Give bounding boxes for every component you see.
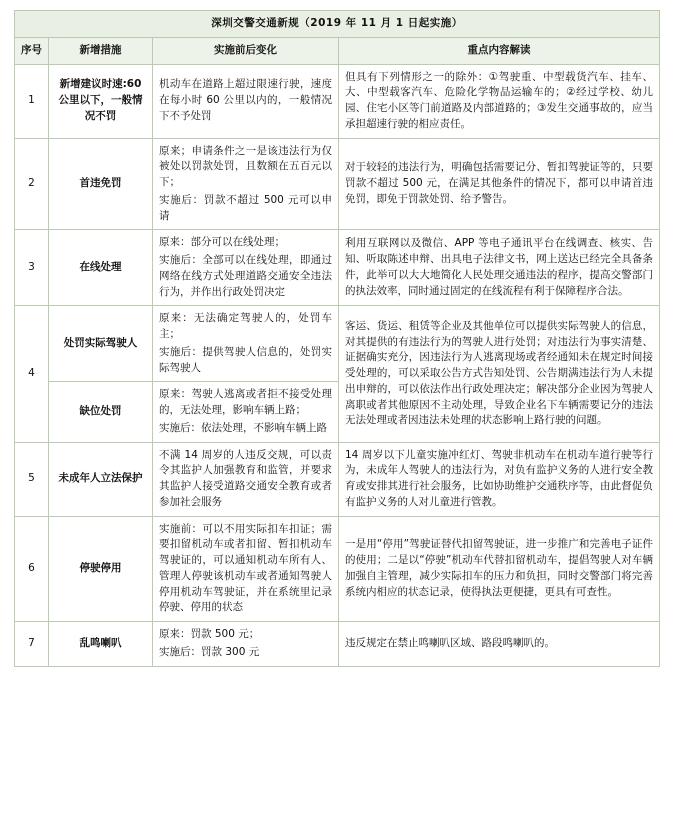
row-number: 7 [15,622,49,667]
row-change: 机动车在道路上超过限速行驶，速度在每小时 60 公里以内的，一般情况下不予处罚 [153,64,339,138]
row-measure: 处罚实际驾驶人 [49,306,153,382]
row-number: 1 [15,64,49,138]
row-number: 4 [15,306,49,442]
regulations-table [14,10,660,667]
row-measure: 在线处理 [49,230,153,306]
row-measure: 首违免罚 [49,138,153,230]
row-number: 3 [15,230,49,306]
column-header-detail: 重点内容解读 [339,37,660,64]
table-title-row [15,11,660,38]
row-detail: 客运、货运、租赁等企业及其他单位可以提供实际驾驶人的信息，对其提供的有违法行为的驾驶人进行处罚；对违法行为事实清楚、证据确实充分，因违法行为人逃离现场或者经通知未在规定时间接受处理的，可以采取公告方式告知处罚、公告期满违法行为人未提出申辩的，可以依法作出行政处理决定；解决部分企业因为驾驶人离职或者其他原因不主动处理，导致企业名下车辆需要记分的违法无法处理或者因违法未处理的状态影响上路行驶的问题。 [339,306,660,442]
row-detail: 但具有下列情形之一的除外：①驾驶重、中型载货汽车、挂车、大、中型载客汽车、危险化学物品运输车的；②经过学校、幼儿园、住宅小区等门前道路及内部道路的；③发生交通事故的，应当承担超速行驶的相应责任。 [339,64,660,138]
row-number: 2 [15,138,49,230]
row-detail: 14 周岁以下儿童实施冲红灯、驾驶非机动车在机动车道行驶等行为，未成年人驾驶人的违法行为，对负有监护义务的人进行安全教育或安排其进行社会服务，比如协助维护交通秩序等，由此督促负有监护义务的人对儿童进行管教。 [339,442,660,516]
row-measure: 停驶停用 [49,516,153,622]
table-row [15,230,660,306]
table-row [15,306,660,382]
row-measure: 新增建议时速:60 公里以下，一般情况不罚 [49,64,153,138]
table-row [15,622,660,667]
document-title: 深圳交警交通新规（2019 年 11 月 1 日起实施） [15,11,660,38]
row-detail: 利用互联网以及微信、APP 等电子通讯平台在线调查、核实、告知、听取陈述申辩、出具电子法律文书，网上送达已经完全具备条件，此举可以大大地简化人民处理交通违法的程序，提高交警部门的执法效率，同时通过固定的在线流程有利于保障程序合法。 [339,230,660,306]
row-change: 不满 14 周岁的人违反交规，可以责令其监护人加强教育和监管，并要求其监护人接受道路交通安全教育或者参加社会服务 [153,442,339,516]
row-change: 原来；申请条件之一是该违法行为仅被处以罚款处罚，且数额在五百元以下； 实施后：罚款不超过 500 元可以申请 [153,138,339,230]
table-row [15,138,660,230]
table-row [15,442,660,516]
column-header-no: 序号 [15,37,49,64]
row-change: 原来：无法确定驾驶人的，处罚车主； 实施后：提供驾驶人信息的，处罚实际驾驶人 [153,306,339,382]
row-number: 5 [15,442,49,516]
table-row [15,516,660,622]
row-change: 原来：部分可以在线处理； 实施后：全部可以在线处理，即通过网络在线方式处理道路交通安全违法行为，并作出行政处罚决定 [153,230,339,306]
row-detail: 一是用“停用”驾驶证替代扣留驾驶证，进一步推广和完善电子证件的使用；二是以“停驶”机动车代替扣留机动车，提倡驾驶人对车辆加强自主管理，减少实际扣车的压力和负担，同时交警部门将完善系统内相应的状态记录，使得执法更便捷，更具有可查性。 [339,516,660,622]
row-measure: 未成年人立法保护 [49,442,153,516]
row-detail: 对于较轻的违法行为，明确包括需要记分、暂扣驾驶证等的，只要罚款不超过 500 元，在满足其他条件的情况下，都可以申请首违免罚，即免于罚款处罚、给予警告。 [339,138,660,230]
row-number: 6 [15,516,49,622]
table-row [15,64,660,138]
row-change: 实施前：可以不用实际扣车扣证；需要扣留机动车或者扣留、暂扣机动车驾驶证的，可以通知机动车所有人、管理人停驶该机动车或者通知驾驶人停用机动车驾驶证，并在系统里记录停驶、停用的状态 [153,516,339,622]
row-measure: 缺位处罚 [49,382,153,442]
row-detail: 违反规定在禁止鸣喇叭区域、路段鸣喇叭的。 [339,622,660,667]
column-header-measure: 新增措施 [49,37,153,64]
table-header-row [15,37,660,64]
row-change: 原来：驾驶人逃离或者拒不接受处理的，无法处理，影响车辆上路； 实施后：依法处理，不影响车辆上路 [153,382,339,442]
row-measure: 乱鸣喇叭 [49,622,153,667]
column-header-change: 实施前后变化 [153,37,339,64]
row-change: 原来：罚款 500 元； 实施后：罚款 300 元 [153,622,339,667]
